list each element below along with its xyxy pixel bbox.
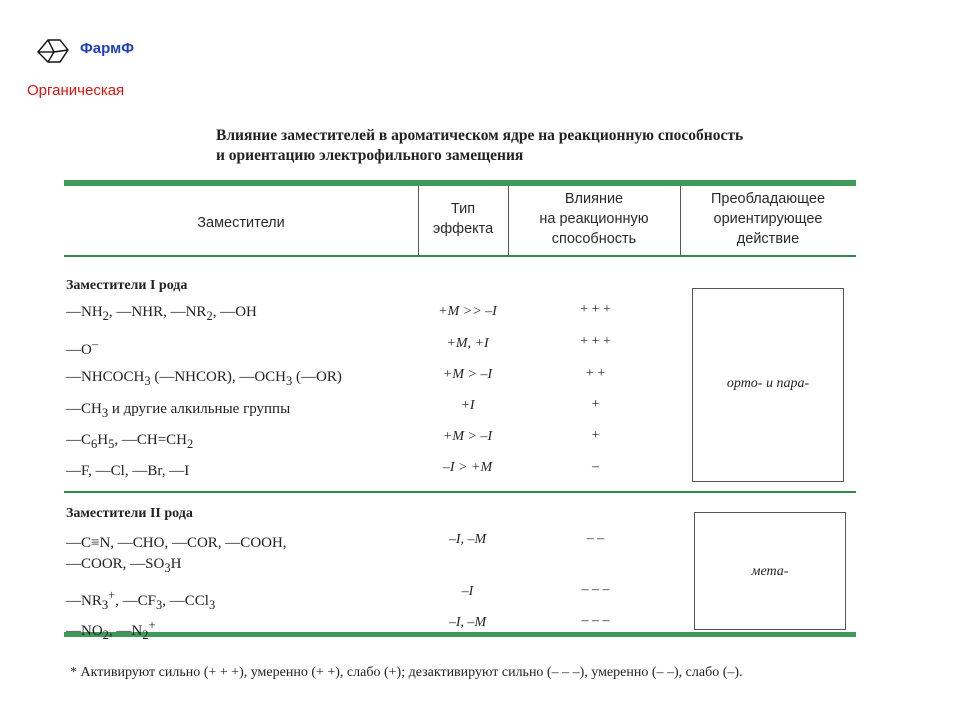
footnote: * Активируют сильно (+ + +), умеренно (+ +), слабо (+); дезактивируют сильно (– – –), умеренно (– –), слабо (–). (70, 665, 743, 680)
adamantane-logo-icon (34, 32, 74, 72)
influence-cell: – – (586, 531, 605, 546)
substituent-formula: —F, —Cl, —Br, —I (66, 463, 190, 479)
substituent-formula: $—NH_2$, —NHR, $—NR_2$, —OH (66, 304, 257, 323)
effect-cell: –I (461, 584, 474, 599)
effect-cell: +M >> –I (438, 304, 497, 319)
subject-label: Органическая (27, 82, 125, 99)
influence-cell: – (592, 459, 599, 474)
substituent-formula: $—NR_3^+$, $—CF_3$, —CCl$_3$ (66, 588, 216, 612)
substituent-formula: —C≡N, —CHO, —COR, —COOH, (66, 535, 287, 551)
title-line-1: Влияние заместителей в ароматическом ядре на реакционную способность (216, 127, 744, 144)
column-header-orientation: Преобладающее ориентирующее действие (710, 191, 826, 247)
influence-cell: + (591, 397, 600, 412)
group-heading: Заместители I рода (66, 278, 188, 293)
substituent-formula: $—NHCOCH_3$ (—NHCOR), $—OCH_3$ (—OR) (66, 369, 342, 388)
effect-cell: –I, –M (448, 615, 487, 630)
substituent-formula: —COOR, $—SO_3H$ (66, 556, 182, 575)
orientation-label: мета- (751, 564, 789, 579)
header-bottom-rule (64, 255, 856, 257)
substituent-formula: $—NO_2$, $—N_2^+$ (66, 618, 156, 642)
table-bottom-rule (64, 632, 856, 637)
influence-cell: + + (585, 366, 606, 381)
substituent-formula: $—C_6H_5$, $—CH=CH_2$ (66, 432, 194, 451)
orientation-box (692, 288, 844, 482)
influence-cell: – – – (581, 582, 610, 597)
orientation-label: орто- и пара- (726, 376, 810, 391)
influence-cell: + + + (580, 302, 611, 317)
column-header-effect: Тип эффекта (432, 201, 494, 237)
document-title (216, 126, 856, 166)
effect-cell: +M, +I (446, 336, 489, 351)
brand-label: ФармФ (80, 40, 135, 57)
group-separator-rule (64, 491, 856, 493)
column-header-influence: Влияние на реакционную способность (539, 191, 649, 247)
title-line-2: и ориентацию электрофильного замещения (216, 147, 524, 164)
influence-cell: + + + (580, 334, 611, 349)
substituent-formula: $—CH_3$ и другие алкильные группы (66, 401, 291, 420)
table-top-rule (64, 180, 856, 186)
effect-cell: –I > +M (442, 460, 493, 475)
influence-cell: – – – (581, 613, 610, 628)
substituent-formula: —O– (66, 337, 99, 358)
column-header-substituents: Заместители (197, 215, 285, 231)
influence-cell: + (591, 428, 600, 443)
group-heading: Заместители II рода (66, 506, 193, 521)
orientation-box (694, 512, 846, 630)
effect-cell: +I (460, 398, 475, 413)
effect-cell: +M > –I (442, 429, 493, 444)
effect-cell: –I, –M (448, 532, 487, 547)
effect-cell: +M > –I (442, 367, 493, 382)
